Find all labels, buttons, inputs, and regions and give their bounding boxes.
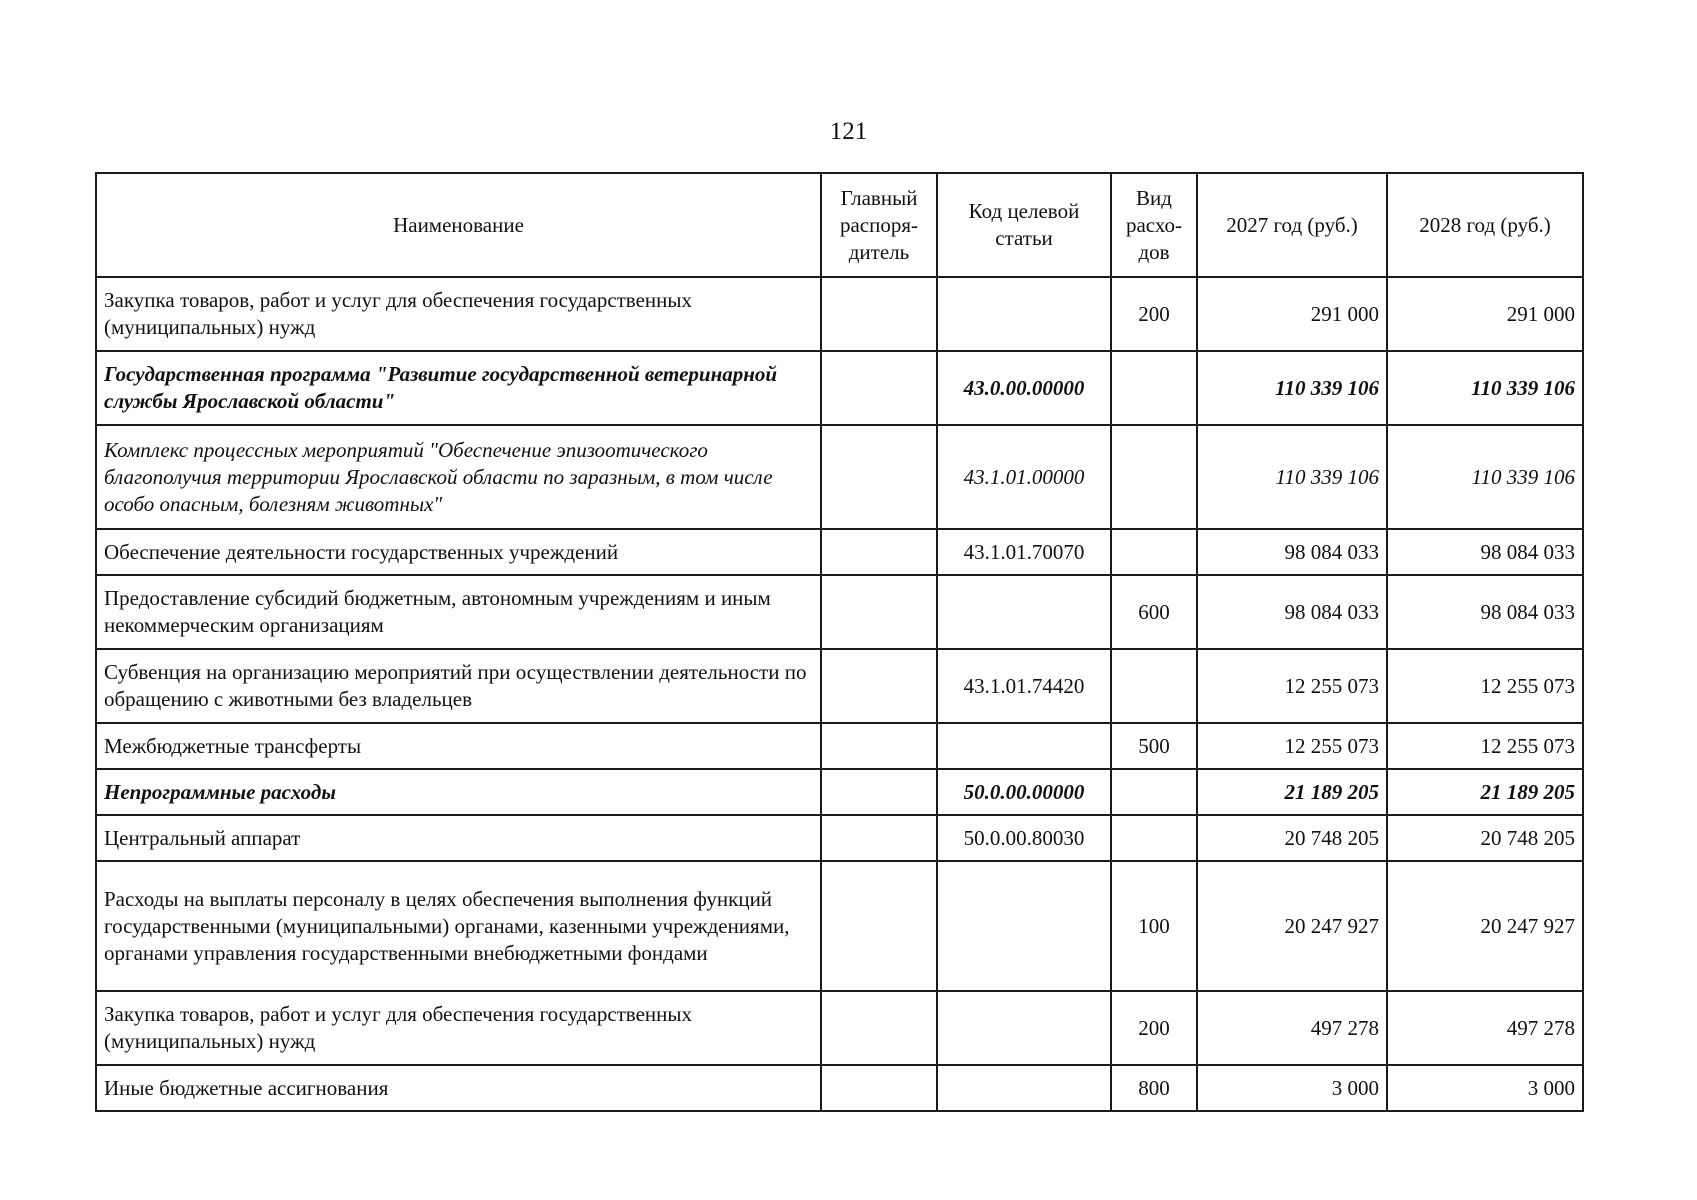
row-kind-cell: 500 (1111, 723, 1197, 769)
table-row (96, 575, 1583, 649)
table-row (96, 991, 1583, 1065)
row-code-cell (937, 861, 1111, 991)
row-2028-cell: 291 000 (1387, 277, 1583, 351)
table-row (96, 769, 1583, 815)
row-2027-cell: 12 255 073 (1197, 649, 1387, 723)
row-name-cell: Государственная программа "Развитие государственной ветеринарной службы Ярославской области" (96, 351, 821, 425)
row-2028-cell: 20 748 205 (1387, 815, 1583, 861)
row-manager-cell (821, 529, 937, 575)
row-manager-cell (821, 649, 937, 723)
row-name-cell: Комплекс процессных мероприятий "Обеспечение эпизоотического благополучия территории Ярославской области по заразным, в том числе особо опасным, болезням животных" (96, 425, 821, 529)
row-2028-cell: 98 084 033 (1387, 575, 1583, 649)
row-manager-cell (821, 575, 937, 649)
row-2027-cell: 291 000 (1197, 277, 1387, 351)
row-name-cell: Обеспечение деятельности государственных учреждений (96, 529, 821, 575)
row-manager-cell (821, 815, 937, 861)
table-row (96, 723, 1583, 769)
table-row (96, 529, 1583, 575)
row-2027-cell: 20 247 927 (1197, 861, 1387, 991)
row-kind-cell (1111, 649, 1197, 723)
row-code-cell: 50.0.00.80030 (937, 815, 1111, 861)
row-manager-cell (821, 991, 937, 1065)
row-2028-cell: 110 339 106 (1387, 425, 1583, 529)
header-2027: 2027 год (руб.) (1197, 173, 1387, 277)
row-kind-cell: 200 (1111, 991, 1197, 1065)
row-manager-cell (821, 277, 937, 351)
table-row (96, 649, 1583, 723)
row-name-cell: Субвенция на организацию мероприятий при осуществлении деятельности по обращению с животными без владельцев (96, 649, 821, 723)
row-kind-cell (1111, 815, 1197, 861)
row-manager-cell (821, 861, 937, 991)
table-row (96, 277, 1583, 351)
row-manager-cell (821, 723, 937, 769)
row-kind-cell: 600 (1111, 575, 1197, 649)
table-row (96, 425, 1583, 529)
table-row (96, 1065, 1583, 1111)
row-manager-cell (821, 351, 937, 425)
header-2028: 2028 год (руб.) (1387, 173, 1583, 277)
row-2028-cell: 497 278 (1387, 991, 1583, 1065)
row-2027-cell: 110 339 106 (1197, 351, 1387, 425)
row-2028-cell: 98 084 033 (1387, 529, 1583, 575)
row-2028-cell: 20 247 927 (1387, 861, 1583, 991)
row-code-cell (937, 277, 1111, 351)
header-code: Код целевой статьи (937, 173, 1111, 277)
table-header-row (96, 173, 1583, 277)
row-2027-cell: 98 084 033 (1197, 575, 1387, 649)
row-kind-cell: 800 (1111, 1065, 1197, 1111)
table-row (96, 815, 1583, 861)
row-kind-cell (1111, 529, 1197, 575)
row-2028-cell: 3 000 (1387, 1065, 1583, 1111)
row-kind-cell (1111, 425, 1197, 529)
row-name-cell: Закупка товаров, работ и услуг для обеспечения государственных (муниципальных) нужд (96, 991, 821, 1065)
row-2028-cell: 12 255 073 (1387, 723, 1583, 769)
row-name-cell: Закупка товаров, работ и услуг для обеспечения государственных (муниципальных) нужд (96, 277, 821, 351)
row-code-cell: 43.1.01.00000 (937, 425, 1111, 529)
row-2027-cell: 98 084 033 (1197, 529, 1387, 575)
row-code-cell: 43.1.01.70070 (937, 529, 1111, 575)
row-manager-cell (821, 425, 937, 529)
row-2027-cell: 20 748 205 (1197, 815, 1387, 861)
row-2027-cell: 497 278 (1197, 991, 1387, 1065)
row-code-cell: 43.0.00.00000 (937, 351, 1111, 425)
row-name-cell: Иные бюджетные ассигнования (96, 1065, 821, 1111)
header-manager: Главный распоря-дитель (821, 173, 937, 277)
row-code-cell (937, 1065, 1111, 1111)
table-row (96, 351, 1583, 425)
row-kind-cell: 200 (1111, 277, 1197, 351)
row-manager-cell (821, 1065, 937, 1111)
table-body (96, 277, 1583, 1111)
row-code-cell: 43.1.01.74420 (937, 649, 1111, 723)
table-row (96, 861, 1583, 991)
row-2027-cell: 3 000 (1197, 1065, 1387, 1111)
row-2028-cell: 110 339 106 (1387, 351, 1583, 425)
header-kind: Вид расхо-дов (1111, 173, 1197, 277)
row-code-cell: 50.0.00.00000 (937, 769, 1111, 815)
row-2028-cell: 21 189 205 (1387, 769, 1583, 815)
row-code-cell (937, 575, 1111, 649)
row-manager-cell (821, 769, 937, 815)
row-kind-cell (1111, 769, 1197, 815)
row-2027-cell: 12 255 073 (1197, 723, 1387, 769)
header-name: Наименование (96, 173, 821, 277)
budget-table (95, 172, 1584, 1112)
row-name-cell: Расходы на выплаты персоналу в целях обеспечения выполнения функций государственными (муниципальными) органами, казенными учреждениями, органами управления государственными внебюджетными фондами (96, 861, 821, 991)
row-name-cell: Непрограммные расходы (96, 769, 821, 815)
row-2027-cell: 110 339 106 (1197, 425, 1387, 529)
row-name-cell: Центральный аппарат (96, 815, 821, 861)
page-number: 121 (829, 118, 868, 145)
row-code-cell (937, 723, 1111, 769)
row-name-cell: Предоставление субсидий бюджетным, автономным учреждениям и иным некоммерческим организациям (96, 575, 821, 649)
row-2028-cell: 12 255 073 (1387, 649, 1583, 723)
row-2027-cell: 21 189 205 (1197, 769, 1387, 815)
row-kind-cell: 100 (1111, 861, 1197, 991)
row-name-cell: Межбюджетные трансферты (96, 723, 821, 769)
row-kind-cell (1111, 351, 1197, 425)
row-code-cell (937, 991, 1111, 1065)
